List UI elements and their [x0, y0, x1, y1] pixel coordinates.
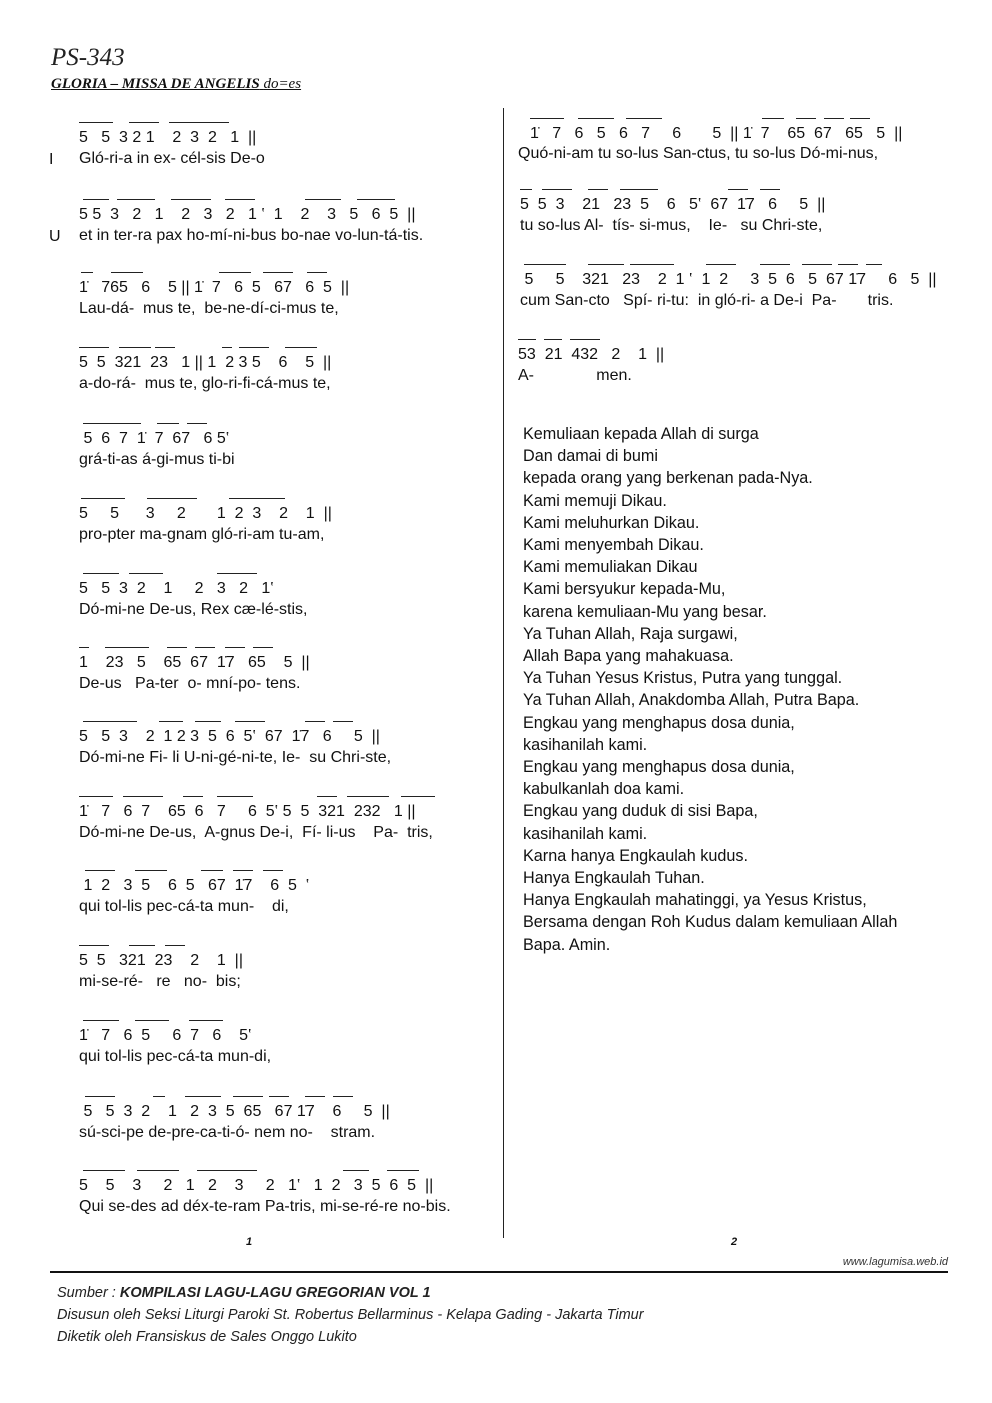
score-line-14 [79, 1092, 390, 1144]
slur-bars [79, 494, 332, 504]
score-line-7 [79, 569, 307, 621]
translation-line: Engkau yang duduk di sisi Bapa, [523, 802, 758, 821]
score-line-8 [79, 643, 310, 695]
notes: 1 2 3 5 6 5 67 1̇7 6 5 ‛ [79, 877, 310, 894]
page-number-left: 1 [246, 1236, 253, 1248]
website-url[interactable]: www.lagumisa.web.id [842, 1256, 948, 1268]
translation-line: Bersama dengan Roh Kudus dalam kemuliaan Allah [523, 913, 898, 932]
slur-bars [79, 792, 433, 802]
score-line-13 [79, 1016, 271, 1068]
lyrics: a-do-rá- mus te, glo-ri-fi-cá-mus te, [79, 375, 331, 392]
notes: 53 21 432 2 1 || [518, 346, 665, 363]
translation-line: Kami memuji Dikau. [523, 491, 667, 510]
indonesian-translation [523, 423, 897, 956]
notes: 1̇ 765 6 5 || 1̇ 7 6 5 67 6 5 || [79, 279, 350, 296]
translation-line: Hanya Engkaulah mahatinggi, ya Yesus Kristus, [523, 891, 867, 910]
footer [57, 1282, 644, 1348]
notes: 5 5 3 2 1 2 3 2 1‛ 1 2 3 5 6 5 || [79, 1177, 434, 1194]
score-line-5 [79, 419, 235, 471]
lyrics: qui tol-lis pec-cá-ta mun-di, [79, 1048, 272, 1065]
slur-bars [518, 335, 664, 345]
lyrics: qui tol-lis pec-cá-ta mun- di, [79, 898, 289, 915]
slur-bars [79, 118, 265, 128]
lyrics: Dó-mi-ne De-us, A-gnus De-i, Fí- li-us Pa- tris, [79, 824, 433, 841]
score-line-9 [79, 717, 391, 769]
notes: 5 5 321 23 2 1 || [79, 952, 243, 969]
translation-line: Engkau yang menghapus dosa dunia, [523, 713, 795, 732]
notes: 1̇ 7 6 5 6 7 6 5‛ [79, 1027, 252, 1044]
lyrics: De-us Pa-ter o- mní-po- tens. [79, 675, 301, 692]
slur-bars [530, 114, 902, 124]
slur-bars [79, 195, 423, 205]
translation-line: kabulkanlah doa kami. [523, 780, 685, 799]
notes: 1̇ 7 6 7 65 6 7 6 5‛ 5 5 321 232 1 || [79, 803, 416, 820]
notes: 5 6 7 1̇ 7 67 6 5‛ [79, 430, 230, 447]
notes: 5 5 3 2 1 2 3 5 6 5‛ 67 1̇7 6 5 || [79, 728, 380, 745]
notes: 5 5 321 23 1 || 1 2 3 5 6 5 || [79, 354, 332, 371]
translation-line: Kami memuliakan Dikau [523, 558, 698, 577]
translation-line: Engkau yang menghapus dosa dunia, [523, 758, 795, 777]
slur-bars [79, 717, 391, 727]
score-line-18 [520, 260, 937, 312]
score-line-3 [79, 268, 349, 320]
song-title-text: GLORIA – MISSA DE ANGELIS [51, 76, 260, 92]
translation-line: kasihanilah kami. [523, 824, 648, 843]
slur-bars [79, 1166, 451, 1176]
lyrics: cum San-cto Spí- ri-tu: in gló-ri- a De-i Pa- tris. [520, 292, 894, 309]
footer-compiled: Disusun oleh Seksi Liturgi Paroki St. Robertus Bellarminus - Kelapa Gading - Jakarta Timur [57, 1307, 644, 1323]
translation-line: karena kemuliaan-Mu yang besar. [523, 602, 767, 621]
translation-line: Kami meluhurkan Dikau. [523, 513, 700, 532]
notes: 5 5 3 21 23 5 6 5‛ 67 1̇7 6 5 || [520, 196, 826, 213]
lyrics: Qui se-des ad déx-te-ram Pa-tris, mi-se-ré-re no-bis. [79, 1198, 451, 1215]
slur-bars [79, 268, 349, 278]
lyrics: mi-se-ré- re no- bis; [79, 973, 241, 990]
source-label: Sumber : [57, 1285, 120, 1301]
lyrics: tu so-lus Al- tís- si-mus, Ie- su Chri-ste, [520, 217, 823, 234]
slur-bars [520, 260, 937, 270]
lyrics: sú-sci-pe de-pre-ca-ti-ó- nem no- stram. [79, 1124, 376, 1141]
column-divider [503, 108, 504, 1238]
footer-divider [50, 1271, 948, 1273]
notes: 5 5 3 2 1 2 3 2 1 || [79, 505, 332, 522]
verse-marker-2: U [49, 228, 61, 245]
lyrics: grá-ti-as á-gi-mus ti-bi [79, 451, 235, 468]
slur-bars [79, 866, 309, 876]
footer-typed: Diketik oleh Fransiskus de Sales Onggo Lukito [57, 1329, 357, 1345]
lyrics: pro-pter ma-gnam gló-ri-am tu-am, [79, 526, 325, 543]
slur-bars [79, 569, 307, 579]
score-line-12 [79, 941, 243, 993]
notes: 5 5 3 2 1 2 3 5 65 67 1̇7 6 5 || [79, 1103, 390, 1120]
translation-line: Kemuliaan kepada Allah di surga [523, 425, 759, 443]
lyrics: A- men. [518, 367, 632, 384]
lyrics: Lau-dá- mus te, be-ne-dí-ci-mus te, [79, 300, 339, 317]
notes: 1̇ 7 6 5 6 7 6 5 || 1̇ 7 65 67 65 5 || [530, 125, 903, 142]
slur-bars [79, 343, 331, 353]
notes: 5 5 3 2 1 2 3 2 1‛ [79, 580, 274, 597]
score-line-19 [518, 335, 664, 387]
score-line-11 [79, 866, 309, 918]
lyrics: Gló-ri-a in ex- cél-sis De-o [79, 150, 265, 167]
translation-line: Kami bersyukur kepada-Mu, [523, 580, 726, 599]
translation-line: Karna hanya Engkaulah kudus. [523, 846, 748, 865]
page-number-right: 2 [731, 1236, 738, 1248]
slur-bars [79, 419, 235, 429]
source-title: KOMPILASI LAGU-LAGU GREGORIAN VOL 1 [119, 1285, 431, 1301]
lyrics: et in ter-ra pax ho-mí-ni-bus bo-nae vo-lun-tá-tis. [79, 227, 424, 244]
slur-bars [520, 185, 825, 195]
footer-source [57, 1282, 644, 1304]
score-line-6 [79, 494, 332, 546]
lyrics: Dó-mi-ne De-us, Rex cæ-lé-stis, [79, 601, 308, 618]
translation-line: kepada orang yang berkenan pada-Nya. [523, 469, 813, 488]
slur-bars [79, 941, 243, 951]
translation-line: Ya Tuhan Allah, Anakdomba Allah, Putra Bapa. [523, 691, 860, 710]
lyrics: Quó-ni-am tu so-lus San-ctus, tu so-lus Dó-mi-nus, [518, 145, 879, 162]
translation-line: Allah Bapa yang mahakuasa. [523, 647, 734, 666]
translation-line: Hanya Engkaulah Tuhan. [523, 869, 705, 888]
song-key: do=es [263, 76, 302, 92]
score-line-2 [79, 195, 423, 247]
slur-bars [79, 1092, 390, 1102]
score-line-10 [79, 792, 433, 844]
notes: 5 5 3 2 1 2 3 2 1 || [79, 129, 257, 146]
notes: 5 5 321 23 2 1 ‛ 1 2 3 5 6 5 67 1̇7 6 5 || [520, 271, 937, 288]
notes: 5 5 3 2 1 2 3 2 1 ‛ 1 2 3 5 6 5 || [79, 206, 416, 223]
slur-bars [79, 643, 310, 653]
lyrics: Dó-mi-ne Fi- li U-ni-gé-ni-te, Ie- su Chri-ste, [79, 749, 392, 766]
score-line-15 [79, 1166, 451, 1218]
verse-marker-1: I [49, 151, 54, 168]
translation-line: Bapa. Amin. [523, 935, 611, 954]
score-line-4 [79, 343, 331, 395]
translation-line: Ya Tuhan Yesus Kristus, Putra yang tunggal. [523, 669, 843, 688]
score-line-1 [79, 118, 265, 170]
translation-line: kasihanilah kami. [523, 735, 648, 754]
translation-line: Kami menyembah Dikau. [523, 536, 704, 555]
translation-line: Dan damai di bumi [523, 447, 658, 466]
song-title [51, 76, 301, 93]
score-line-17 [520, 185, 825, 237]
translation-line: Ya Tuhan Allah, Raja surgawi, [523, 624, 738, 643]
slur-bars [79, 1016, 271, 1026]
notes: 1 23 5 65 67 1̇7 65 5 || [79, 654, 310, 671]
document-code: PS-343 [51, 44, 125, 71]
score-line-16 [530, 114, 902, 144]
